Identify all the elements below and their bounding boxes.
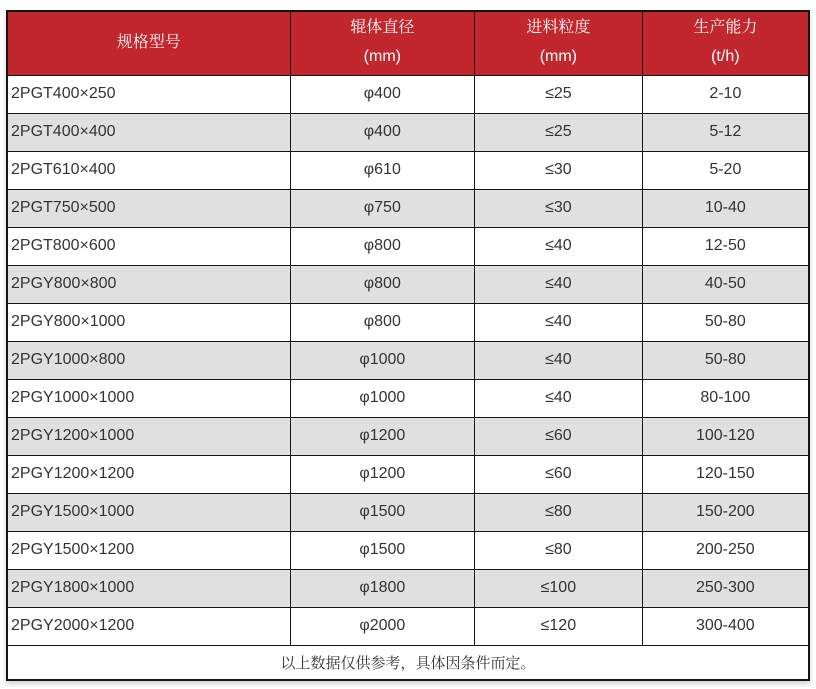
header-capacity-label: 生产能力 [693,19,758,37]
header-roller-diameter-label: 辊体直径 [350,19,415,37]
capacity-cell: 300-400 [642,607,809,645]
table-row [7,113,809,151]
feed-size-cell: ≤80 [475,531,643,569]
diameter-cell: φ800 [290,227,474,265]
table-row [7,607,809,645]
capacity-cell: 12-50 [642,227,809,265]
table-row [7,569,809,607]
feed-size-cell: ≤60 [475,455,643,493]
spec-table-container [6,10,810,681]
capacity-cell: 5-20 [642,151,809,189]
diameter-cell: φ800 [290,265,474,303]
header-capacity [642,11,809,75]
capacity-cell: 40-50 [642,265,809,303]
feed-size-cell: ≤120 [475,607,643,645]
header-model-label: 规格型号 [116,33,181,51]
capacity-cell: 120-150 [642,455,809,493]
table-row [7,151,809,189]
feed-size-cell: ≤40 [475,341,643,379]
header-capacity-unit: (t/h) [711,48,740,66]
model-cell: 2PGY1000×1000 [7,379,290,417]
capacity-cell: 50-80 [642,341,809,379]
table-row [7,341,809,379]
feed-size-cell: ≤30 [475,151,643,189]
header-roller-diameter-unit: (mm) [363,48,401,66]
spec-table [6,10,810,681]
feed-size-cell: ≤60 [475,417,643,455]
feed-size-cell: ≤40 [475,227,643,265]
feed-size-cell: ≤40 [475,379,643,417]
diameter-cell: φ1500 [290,531,474,569]
model-cell: 2PGY1500×1000 [7,493,290,531]
table-row [7,417,809,455]
capacity-cell: 80-100 [642,379,809,417]
model-cell: 2PGY2000×1200 [7,607,290,645]
table-body [7,75,809,645]
capacity-cell: 150-200 [642,493,809,531]
table-footnote: 以上数据仅供参考，具体因条件而定。 [7,645,809,680]
table-row [7,75,809,113]
diameter-cell: φ1200 [290,455,474,493]
model-cell: 2PGT400×400 [7,113,290,151]
table-header [7,11,809,75]
model-cell: 2PGT610×400 [7,151,290,189]
feed-size-cell: ≤40 [475,265,643,303]
diameter-cell: φ610 [290,151,474,189]
capacity-cell: 250-300 [642,569,809,607]
feed-size-cell: ≤80 [475,493,643,531]
diameter-cell: φ1200 [290,417,474,455]
model-cell: 2PGY1200×1200 [7,455,290,493]
feed-size-cell: ≤40 [475,303,643,341]
header-feed-size-unit: (mm) [539,48,577,66]
model-cell: 2PGY1200×1000 [7,417,290,455]
model-cell: 2PGY800×800 [7,265,290,303]
header-row [7,11,809,75]
feed-size-cell: ≤30 [475,189,643,227]
capacity-cell: 10-40 [642,189,809,227]
diameter-cell: φ750 [290,189,474,227]
model-cell: 2PGT800×600 [7,227,290,265]
table-row [7,265,809,303]
diameter-cell: φ1000 [290,341,474,379]
capacity-cell: 2-10 [642,75,809,113]
diameter-cell: φ800 [290,303,474,341]
header-feed-size [475,11,643,75]
model-cell: 2PGY1000×800 [7,341,290,379]
capacity-cell: 100-120 [642,417,809,455]
table-row [7,455,809,493]
diameter-cell: φ1800 [290,569,474,607]
table-row [7,303,809,341]
model-cell: 2PGY1800×1000 [7,569,290,607]
model-cell: 2PGY1500×1200 [7,531,290,569]
header-model [7,11,290,75]
model-cell: 2PGT750×500 [7,189,290,227]
model-cell: 2PGT400×250 [7,75,290,113]
capacity-cell: 200-250 [642,531,809,569]
capacity-cell: 50-80 [642,303,809,341]
diameter-cell: φ400 [290,75,474,113]
table-row [7,493,809,531]
table-footer [7,645,809,680]
table-row [7,189,809,227]
header-roller-diameter [290,11,474,75]
table-row [7,227,809,265]
diameter-cell: φ1000 [290,379,474,417]
capacity-cell: 5-12 [642,113,809,151]
feed-size-cell: ≤25 [475,113,643,151]
header-feed-size-label: 进料粒度 [526,19,591,37]
footnote-row [7,645,809,680]
diameter-cell: φ2000 [290,607,474,645]
diameter-cell: φ1500 [290,493,474,531]
diameter-cell: φ400 [290,113,474,151]
feed-size-cell: ≤25 [475,75,643,113]
table-row [7,379,809,417]
table-row [7,531,809,569]
model-cell: 2PGY800×1000 [7,303,290,341]
feed-size-cell: ≤100 [475,569,643,607]
